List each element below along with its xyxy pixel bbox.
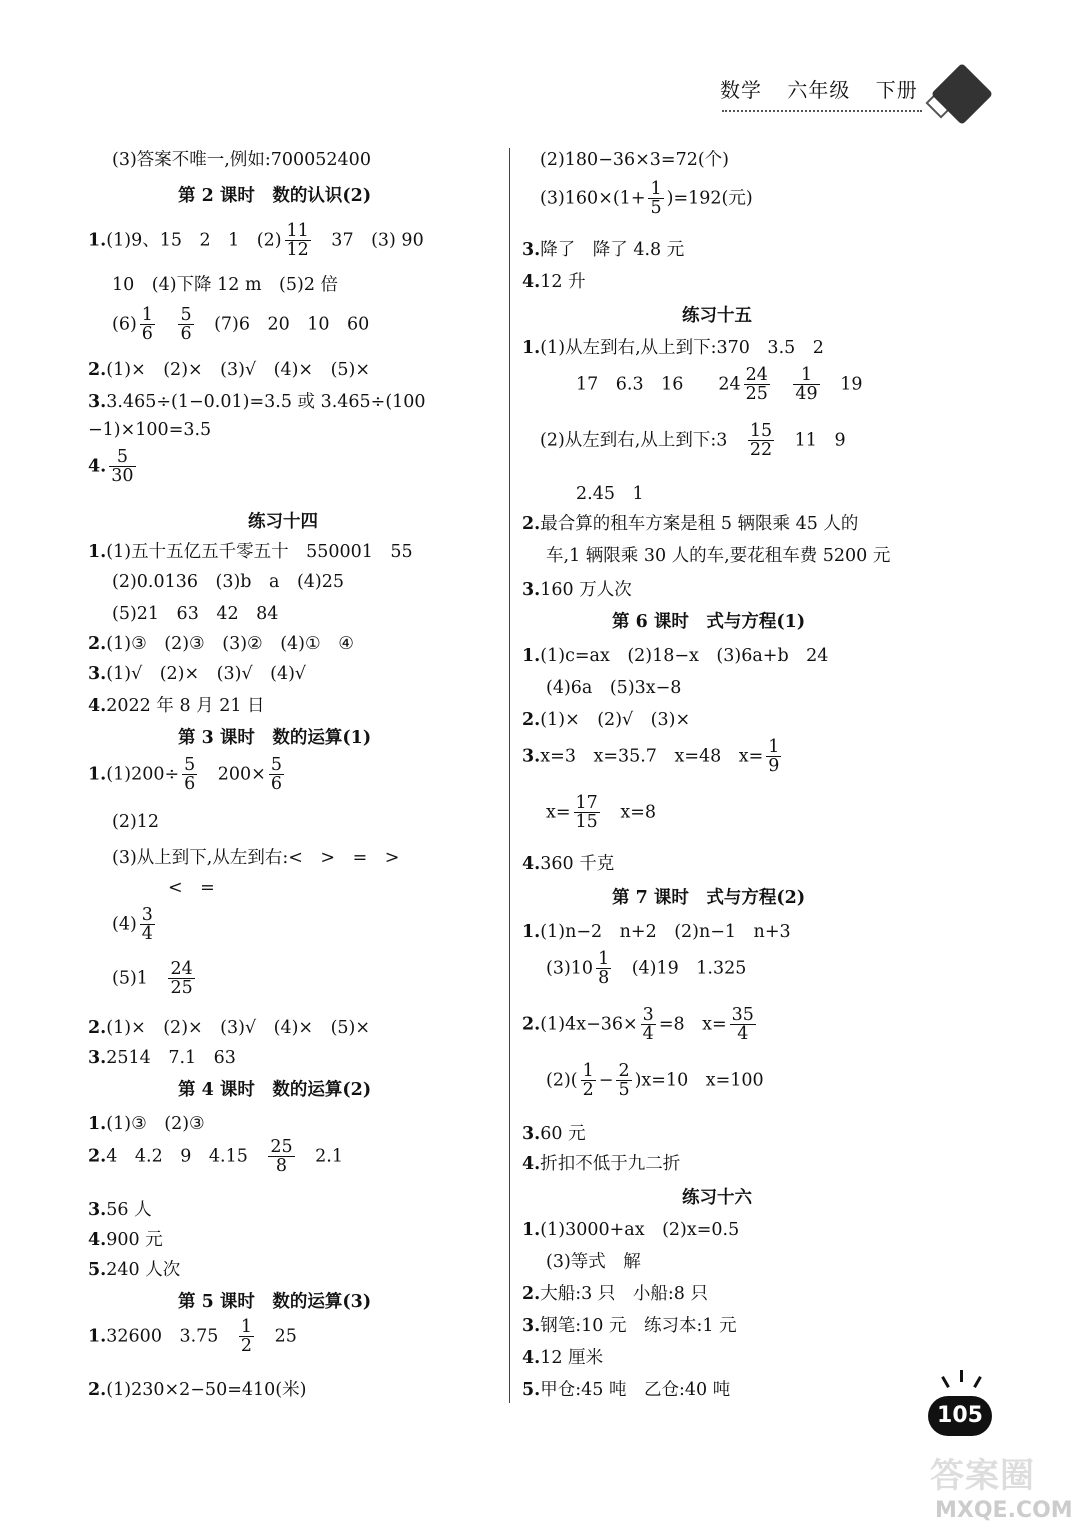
- answer-line: 3.60 元: [522, 1124, 586, 1144]
- answer-line: (5)1 $\frac{24}{25}$: [112, 959, 193, 999]
- answer-line: 1.(1)3000+ax (2)x=0.5: [522, 1220, 740, 1240]
- section-title: 第 4 课时 数的运算(2): [178, 1080, 372, 1100]
- section-title: 第 6 课时 式与方程(1): [612, 612, 806, 632]
- badge-ray-icon: [941, 1376, 950, 1388]
- answer-line: 2.大船:3 只 小船:8 只: [522, 1284, 708, 1304]
- fraction: $\frac{5}{30}$: [111, 447, 134, 487]
- watermark-url: MXQE.COM: [935, 1498, 1073, 1523]
- answer-line: (4) $\frac{3}{4}$: [112, 905, 153, 945]
- badge-ray-icon: [973, 1376, 982, 1388]
- fraction: $\frac{3}{4}$: [141, 905, 153, 945]
- answer-line: 1.(1)200÷ $\frac{5}{6}$ 200× $\frac{5}{6}$: [88, 755, 282, 795]
- section-title: 练习十六: [682, 1188, 752, 1208]
- answer-line: 5.甲仓:45 吨 乙仓:40 吨: [522, 1380, 731, 1400]
- fraction: $\frac{5}{6}$: [184, 755, 196, 795]
- column-divider: [509, 148, 510, 1403]
- answer-line: 4.折扣不低于九二折: [522, 1154, 681, 1174]
- fraction: $\frac{5}{6}$: [270, 755, 282, 795]
- answer-line: (3)160×(1+ $\frac{1}{5}$ )=192(元): [540, 179, 753, 219]
- answer-line: (2)0.0136 (3)b a (4)25: [112, 572, 345, 592]
- answer-line: −1)×100=3.5: [88, 420, 212, 440]
- section-title: 第 7 课时 式与方程(2): [612, 888, 806, 908]
- answer-line: (2)12: [112, 812, 160, 832]
- answer-line: (3)等式 解: [546, 1252, 641, 1272]
- answer-line: (2)从左到右,从上到下:3 $\frac{15}{22}$ 11 9: [540, 421, 846, 461]
- volume-label: 下册: [875, 78, 918, 102]
- answer-line: (3)10 $\frac{1}{8}$ (4)19 1.325: [546, 949, 747, 989]
- answer-line: (3)从上到下,从左到右:< > = >: [112, 848, 400, 868]
- answer-line: 5.240 人次: [88, 1260, 181, 1280]
- answer-text: 37 (3) 90: [313, 230, 424, 251]
- answer-line: 2.(1)4x−36× $\frac{3}{4}$ =8 x= $\frac{35}{4}$: [522, 1005, 754, 1045]
- answer-line: 1.(1)c=ax (2)18−x (3)6a+b 24: [522, 646, 829, 666]
- answer-line: 2.最合算的租车方案是租 5 辆限乘 45 人的: [522, 514, 859, 534]
- item-number: 1.: [88, 230, 107, 251]
- answer-line: 3.x=3 x=35.7 x=48 x= $\frac{1}{9}$: [522, 737, 780, 777]
- answer-line: 3.2514 7.1 63: [88, 1048, 236, 1068]
- answer-line: 3.钢笔:10 元 练习本:1 元: [522, 1316, 737, 1336]
- fraction: $\frac{2}{5}$: [618, 1061, 630, 1101]
- answer-line: 4.12 厘米: [522, 1348, 604, 1368]
- answer-line: 2.45 1: [576, 484, 644, 504]
- answer-line: 2.(1)× (2)× (3)√ (4)× (5)×: [88, 1018, 371, 1038]
- answer-line: 4.360 千克: [522, 854, 615, 874]
- answer-line: [88, 222, 424, 260]
- fraction: $\frac{25}{8}$: [270, 1137, 293, 1177]
- fraction: $\frac{1}{5}$: [650, 179, 662, 219]
- answer-line: 1.(1)n−2 n+2 (2)n−1 n+3: [522, 922, 791, 942]
- page-number: 105: [928, 1396, 992, 1436]
- subject-label: 数学: [720, 78, 762, 102]
- fraction: $\frac{1}{8}$: [598, 949, 610, 989]
- answer-line: (6) $\frac{1}{6}$ $\frac{5}{6}$ (7)6 20 10 60: [112, 305, 370, 345]
- answer-line: (5)21 63 42 84: [112, 604, 279, 624]
- section-title: 第 5 课时 数的运算(3): [178, 1292, 372, 1312]
- fraction: $\frac{24}{25}$: [170, 959, 193, 999]
- answer-line: 2.(1)× (2)× (3)√ (4)× (5)×: [88, 360, 371, 380]
- answer-line: 车,1 辆限乘 30 人的车,要花租车费 5200 元: [546, 546, 891, 566]
- answer-line: 1.32600 3.75 $\frac{1}{2}$ 25: [88, 1317, 297, 1357]
- fraction: $\frac{1}{49}$: [795, 365, 818, 405]
- answer-line: < =: [168, 878, 215, 898]
- fraction: $\frac{17}{15}$: [575, 793, 598, 833]
- grade-label: 六年级: [787, 78, 851, 102]
- answer-line: 1.(1)从左到右,从上到下:370 3.5 2: [522, 338, 824, 358]
- section-title: 练习十五: [682, 306, 752, 326]
- section-title: 练习十四: [248, 512, 318, 532]
- answer-line: 4.2022 年 8 月 21 日: [88, 696, 265, 716]
- answer-line: 2.(1)③ (2)③ (3)② (4)① ④: [88, 634, 354, 654]
- answer-line: 10 (4)下降 12 m (5)2 倍: [112, 275, 339, 295]
- answer-line: 3.降了 降了 4.8 元: [522, 240, 685, 260]
- answer-line: 3.3.465÷(1−0.01)=3.5 或 3.465÷(100: [88, 392, 426, 412]
- answer-line: 4. $\frac{5}{30}$: [88, 447, 134, 487]
- watermark-logo: 答案圈: [930, 1456, 1035, 1496]
- badge-ray-icon: [960, 1370, 963, 1382]
- fraction: $\frac{35}{4}$: [731, 1005, 754, 1045]
- answer-line: 1.(1)③ (2)③: [88, 1114, 205, 1134]
- answer-line: x= $\frac{17}{15}$ x=8: [546, 793, 656, 833]
- fraction: $\frac{3}{4}$: [642, 1005, 654, 1045]
- fraction: $\frac{1}{6}$: [141, 305, 153, 345]
- fraction: $\frac{5}{6}$: [180, 305, 192, 345]
- answer-line: (4)6a (5)3x−8: [546, 678, 682, 698]
- answer-line: (3)答案不唯一,例如:700052400: [112, 150, 371, 170]
- fraction: $\frac{11}{12}$: [286, 221, 309, 261]
- answer-line: 3.160 万人次: [522, 580, 632, 600]
- answer-text: (1)9、15 2 1 (2): [106, 230, 282, 251]
- fraction: $\frac{15}{22}$: [749, 421, 773, 461]
- answer-line: 17 6.3 16 24 $\frac{24}{25}$ $\frac{1}{49}$ 19: [576, 365, 863, 405]
- answer-line: 1.(1)五十五亿五千零五十 550001 55: [88, 542, 413, 562]
- answer-line: 2.(1)× (2)√ (3)×: [522, 710, 691, 730]
- answer-line: 4.900 元: [88, 1230, 163, 1250]
- fraction: $\frac{24}{25}$: [745, 365, 768, 405]
- answer-line: 4.12 升: [522, 272, 586, 292]
- answer-line: 3.56 人: [88, 1200, 152, 1220]
- answer-line: 2.(1)230×2−50=410(米): [88, 1380, 307, 1400]
- fraction: $\frac{1}{9}$: [768, 737, 780, 777]
- fraction: $\frac{1}{2}$: [240, 1317, 253, 1357]
- fraction: $\frac{1}{2}$: [582, 1061, 594, 1101]
- answer-line: 3.(1)√ (2)× (3)√ (4)√: [88, 664, 307, 684]
- answer-line: (2)180−36×3=72(个): [540, 150, 730, 170]
- page-header: [720, 74, 936, 103]
- section-title: 第 2 课时 数的认识(2): [178, 186, 372, 206]
- header-rule: [722, 110, 922, 112]
- answer-line: (2)( $\frac{1}{2}$ − $\frac{2}{5}$ )x=10 x=100: [546, 1061, 764, 1101]
- answer-line: 2.4 4.2 9 4.15 $\frac{25}{8}$ 2.1: [88, 1137, 343, 1177]
- section-title: 第 3 课时 数的运算(1): [178, 728, 372, 748]
